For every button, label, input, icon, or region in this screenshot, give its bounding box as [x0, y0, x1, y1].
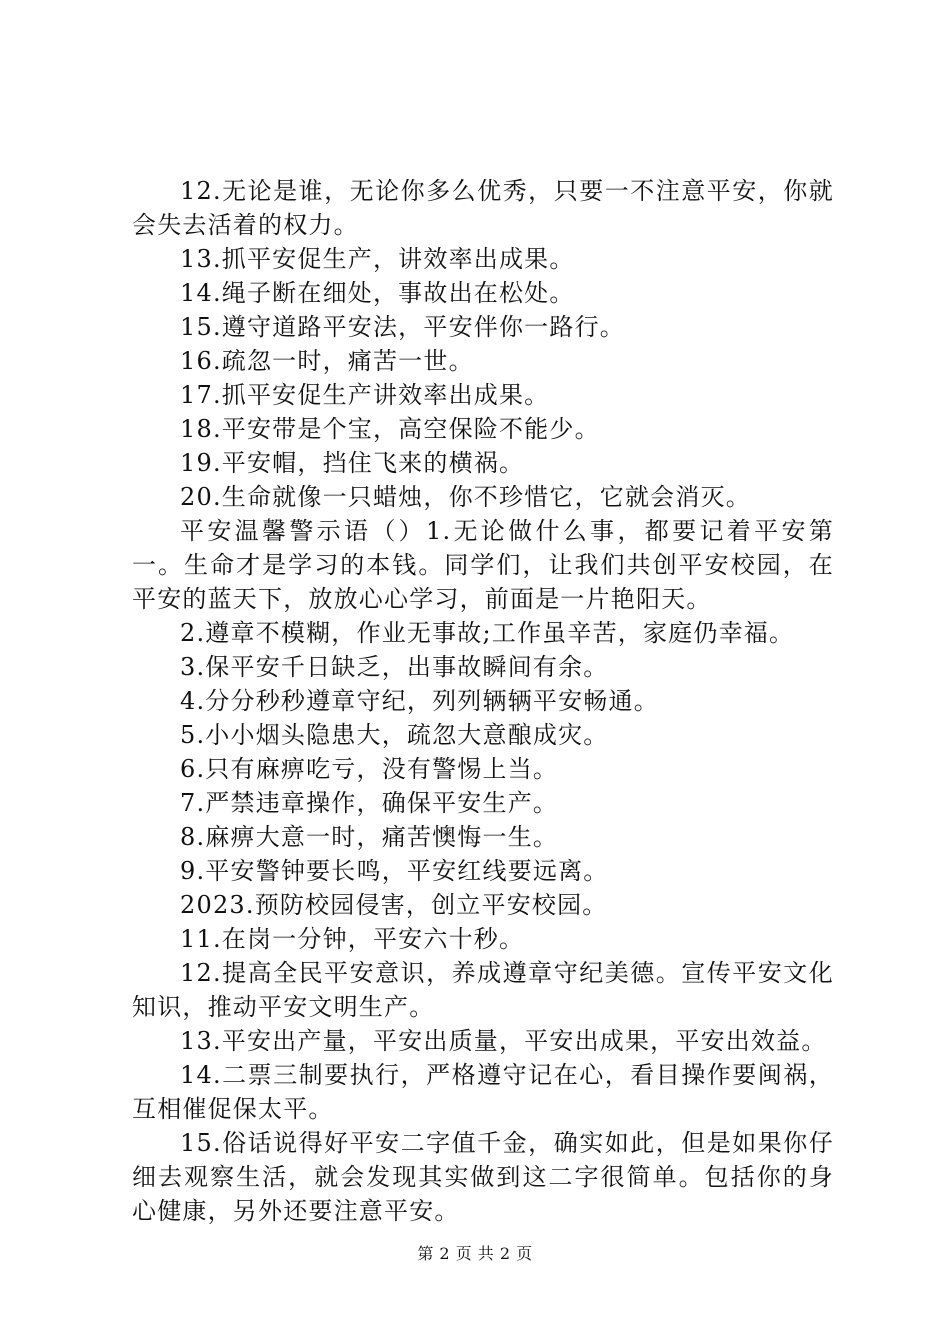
- paragraph: 14.二票三制要执行，严格遵守记在心，看目操作要闽祸，互相催促保太平。: [132, 1061, 834, 1123]
- paragraph: 2023.预防校园侵害，创立平安校园。: [180, 891, 608, 919]
- page-footer: 第 2 页 共 2 页: [417, 1244, 533, 1263]
- paragraph: 11.在岗一分钟，平安六十秒。: [180, 925, 525, 953]
- paragraph: 15.俗话说得好平安二字值千金，确实如此，但是如果你仔细去观察生活，就会发现其实做到这二字很简单。包括你的身心健康，另外还要注意平安。: [132, 1129, 834, 1225]
- paragraph: 3.保平安千日缺乏，出事故瞬间有余。: [180, 653, 609, 681]
- paragraph: 17.抓平安促生产讲效率出成果。: [180, 381, 550, 409]
- paragraph: 14.绳子断在细处，事故出在松处。: [180, 279, 575, 307]
- paragraph: 15.遵守道路平安法，平安伴你一路行。: [180, 313, 625, 341]
- paragraph: 6.只有麻痹吃亏，没有警惕上当。: [180, 755, 559, 783]
- paragraph: 16.疏忽一时，痛苦一世。: [180, 347, 474, 375]
- paragraph: 12.提高全民平安意识，养成遵章守纪美德。宣传平安文化知识，推动平安文明生产。: [132, 959, 834, 1021]
- paragraph: 19.平安帽，挡住飞来的横祸。: [180, 449, 525, 477]
- paragraph: 9.平安警钟要长鸣，平安红线要远离。: [180, 857, 609, 885]
- paragraph: 4.分分秒秒遵章守纪，列列辆辆平安畅通。: [180, 687, 659, 715]
- paragraph: 2.遵章不模糊，作业无事故;工作虽辛苦，家庭仍幸福。: [180, 619, 795, 647]
- paragraph: 12.无论是谁，无论你多么优秀，只要一不注意平安，你就会失去活着的权力。: [132, 177, 834, 239]
- paragraph: 5.小小烟头隐患大，疏忽大意酿成灾。: [180, 721, 609, 749]
- paragraph: 8.麻痹大意一时，痛苦懊悔一生。: [180, 823, 559, 851]
- paragraph: 18.平安带是个宝，高空保险不能少。: [180, 415, 600, 443]
- paragraph: 13.平安出产量，平安出质量，平安出成果，平安出效益。: [180, 1027, 827, 1055]
- paragraph: 13.抓平安促生产，讲效率出成果。: [180, 245, 575, 273]
- paragraph: 20.生命就像一只蜡烛，你不珍惜它，它就会消灭。: [180, 483, 751, 511]
- paragraph: 平安温馨警示语（）1.无论做什么事，都要记着平安第一。生命才是学习的本钱。同学们，让我们共创平安校园，在平安的蓝天下，放放心心学习，前面是一片艳阳天。: [132, 517, 834, 613]
- document-body: [132, 174, 834, 1228]
- paragraph: 7.严禁违章操作，确保平安生产。: [180, 789, 559, 817]
